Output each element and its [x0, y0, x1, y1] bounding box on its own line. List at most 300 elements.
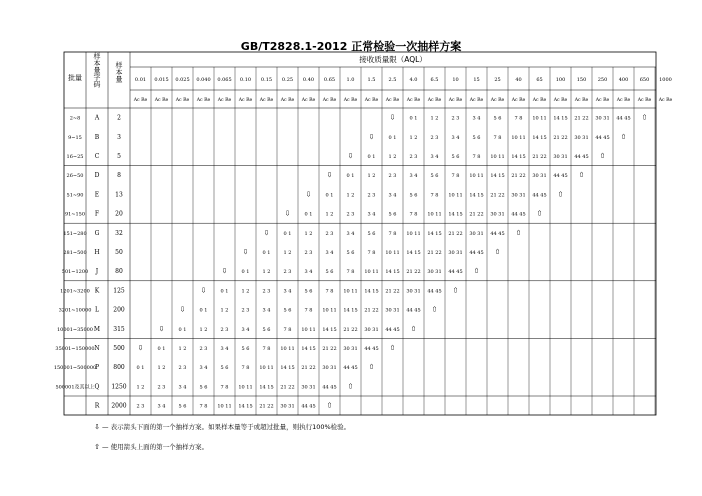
plan-cell: 5 6	[262, 326, 271, 333]
ac-re-label: Ac Re	[637, 98, 652, 103]
plan-cell: 5 6	[178, 403, 187, 410]
plan-cell: 30 31	[280, 403, 295, 410]
plan-cell: 30 31	[385, 307, 400, 314]
sample-code-cell: J	[95, 268, 99, 276]
aql-level-label: 250	[597, 77, 608, 83]
plan-cell: 14 15	[532, 134, 547, 141]
plan-cell: 2 3	[178, 365, 187, 372]
up-arrow-icon: ⇧	[494, 248, 501, 256]
page-title: GB/T2828.1-2012 正常检验一次抽样方案	[240, 40, 462, 53]
header-aql-group: 接收质量限（AQL）	[359, 55, 427, 64]
sample-code-cell: L	[95, 306, 99, 314]
plan-cell: 21 22	[406, 269, 421, 276]
ac-re-label: Ac Re	[490, 98, 505, 103]
down-arrow-icon: ⇩	[179, 305, 186, 314]
down-arrow-icon: ⇩	[326, 171, 333, 180]
sample-code-cell: A	[94, 114, 100, 122]
lot-size-cell: 150001~500000	[53, 365, 97, 372]
sample-size-cell: 3	[117, 133, 121, 141]
ac-re-label: Ac Re	[133, 98, 148, 103]
plan-cell: 7 8	[472, 154, 481, 160]
ac-re-label: Ac Re	[427, 98, 442, 103]
plan-cell: 0 1	[178, 326, 187, 333]
sample-size-cell: 32	[115, 229, 123, 237]
sample-code-cell: H	[94, 249, 100, 256]
plan-cell: 2 3	[430, 134, 439, 141]
plan-cell: 0 1	[346, 173, 355, 180]
plan-cell: 3 4	[304, 269, 313, 276]
ac-re-label: Ac Re	[196, 98, 211, 103]
plan-cell: 7 8	[220, 384, 229, 391]
plan-cell: 14 15	[322, 326, 337, 333]
plan-cell: 30 31	[469, 230, 484, 237]
plan-cell: 0 1	[136, 365, 145, 372]
lot-size-cell: 51~90	[66, 192, 84, 199]
plan-cell: 2 3	[283, 269, 292, 276]
plan-cell: 44 45	[364, 346, 379, 352]
plan-cell: 2 3	[241, 307, 250, 314]
plan-cell: 5 6	[220, 365, 229, 372]
plan-cell: 30 31	[343, 346, 358, 352]
sample-size-cell: 8	[117, 172, 121, 180]
plan-cell: 5 6	[283, 307, 292, 314]
plan-cell: 3 4	[367, 211, 376, 218]
plan-cell: 30 31	[364, 326, 379, 333]
aql-level-label: 0.25	[281, 77, 294, 83]
up-arrow-icon: ⇧	[515, 228, 522, 237]
ac-re-label: Ac Re	[574, 98, 589, 103]
aql-level-label: 650	[639, 77, 650, 83]
plan-cell: 7 8	[409, 211, 418, 218]
plan-cell: 1 2	[283, 250, 292, 256]
ac-re-label: Ac Re	[322, 98, 337, 103]
plan-cell: 7 8	[430, 192, 439, 199]
down-arrow-icon: ⇩	[221, 267, 228, 276]
plan-cell: 44 45	[301, 403, 316, 410]
table-frame	[61, 52, 656, 415]
plan-cell: 5 6	[346, 250, 355, 256]
plan-cell: 2 3	[304, 250, 313, 256]
plan-cell: 2 3	[451, 115, 460, 122]
sample-code-cell: M	[93, 325, 101, 333]
plan-cell: 2 3	[409, 154, 418, 160]
plan-cell: 21 22	[259, 403, 274, 410]
down-arrow-icon: ⇩	[94, 423, 100, 431]
lot-size-cell: 35001~150000	[55, 346, 95, 352]
ac-re-label: Ac Re	[658, 98, 673, 103]
plan-cell: 1 2	[262, 269, 271, 276]
plan-cell: 0 1	[241, 269, 250, 276]
plan-cell: 10 11	[469, 173, 484, 180]
aql-level-label: 65	[536, 77, 543, 83]
plan-cell: 14 15	[469, 192, 484, 199]
aql-level-label: 1.0	[346, 77, 355, 83]
down-arrow-icon: ⇩	[368, 132, 375, 141]
sample-code-cell: G	[94, 229, 100, 237]
plan-cell: 7 8	[241, 365, 250, 372]
ac-re-label: Ac Re	[511, 98, 526, 103]
plan-cell: 30 31	[301, 384, 316, 391]
plan-cell: 3 4	[220, 346, 229, 352]
plan-cell: 44 45	[406, 307, 421, 314]
plan-cell: 14 15	[238, 403, 253, 410]
plan-cell: 5 6	[451, 154, 460, 160]
plan-cell: 3 4	[178, 384, 187, 391]
plan-cell: 7 8	[283, 326, 292, 333]
note-down: ⇩ — 表示箭头下面的第一个抽样方案。如果样本量等于或超过批量，则执行100%检验。	[92, 422, 350, 431]
plan-cell: 2 3	[325, 230, 334, 237]
sample-code-cell: B	[94, 133, 100, 141]
plan-cell: 21 22	[364, 307, 379, 314]
plan-cell: 44 45	[511, 211, 526, 218]
sample-code-cell: D	[94, 172, 100, 180]
plan-cell: 30 31	[427, 269, 442, 276]
sample-size-cell: 13	[115, 191, 123, 199]
plan-cell: 0 1	[388, 134, 397, 141]
plan-cell: 14 15	[406, 250, 421, 256]
plan-cell: 1 2	[388, 154, 397, 160]
plan-cell: 1 2	[136, 384, 145, 391]
aql-level-label: 0.025	[175, 77, 190, 83]
header-sample-size: 样本量	[115, 61, 123, 83]
plan-cell: 3 4	[283, 288, 292, 295]
plan-cell: 30 31	[322, 365, 337, 372]
note-down-text: 表示箭头下面的第一个抽样方案。如果样本量等于或超过批量，则执行100%检验。	[110, 423, 351, 431]
plan-cell: 30 31	[595, 115, 610, 122]
plan-cell: 2 3	[136, 403, 145, 410]
plan-cell: 3 4	[346, 230, 355, 237]
plan-cell: 0 1	[157, 346, 166, 352]
down-arrow-icon: ⇩	[347, 152, 354, 160]
plan-cell: 10 11	[385, 250, 400, 256]
sample-size-cell: 5	[117, 153, 121, 160]
aql-level-label: 400	[618, 77, 629, 83]
plan-cell: 30 31	[511, 192, 526, 199]
sample-code-cell: F	[94, 210, 100, 218]
ac-re-label: Ac Re	[532, 98, 547, 103]
plan-cell: 2 3	[157, 384, 166, 391]
aql-level-label: 0.040	[196, 77, 211, 83]
aql-level-label: 15	[473, 77, 480, 83]
plan-cell: 1 2	[325, 211, 334, 218]
plan-cell: 1 2	[178, 346, 187, 352]
ac-re-label: Ac Re	[238, 98, 253, 103]
plan-cell: 1 2	[199, 326, 208, 333]
plan-cell: 0 1	[262, 250, 271, 256]
plan-cell: 44 45	[322, 384, 337, 391]
plan-cell: 5 6	[304, 288, 313, 295]
sample-size-cell: 800	[113, 364, 125, 372]
plan-cell: 21 22	[280, 384, 295, 391]
plan-cell: 5 6	[430, 173, 439, 180]
plan-cell: 44 45	[448, 269, 463, 276]
plan-cell: 10 11	[427, 211, 442, 218]
lot-size-cell: 501~1200	[61, 269, 89, 276]
sample-size-cell: 200	[113, 306, 125, 314]
lot-size-cell: 26~50	[66, 173, 84, 180]
down-arrow-icon: ⇩	[158, 324, 165, 333]
plan-cell: 2 3	[367, 192, 376, 199]
plan-cell: 21 22	[553, 134, 568, 141]
ac-re-label: Ac Re	[343, 98, 358, 103]
plan-cell: 10 11	[280, 346, 295, 352]
plan-cell: 7 8	[199, 403, 208, 410]
plan-cell: 0 1	[409, 115, 418, 122]
plan-cell: 3 4	[157, 403, 166, 410]
ac-re-label: Ac Re	[259, 98, 274, 103]
sample-size-cell: 20	[115, 210, 123, 218]
plan-cell: 5 6	[493, 115, 502, 122]
plan-cell: 7 8	[304, 307, 313, 314]
plan-cell: 0 1	[199, 307, 208, 314]
plan-cell: 5 6	[388, 211, 397, 218]
aql-level-label: 25	[494, 77, 501, 83]
down-arrow-icon: ⇩	[200, 286, 207, 295]
plan-cell: 44 45	[553, 173, 568, 180]
plan-cell: 3 4	[472, 115, 481, 122]
lot-size-cell: 91~150	[64, 211, 86, 218]
header-sample-code: 样本量字码	[93, 52, 101, 88]
down-arrow-icon: ⇩	[389, 113, 396, 122]
plan-cell: 1 2	[367, 173, 376, 180]
plan-cell: 0 1	[367, 154, 376, 160]
plan-cell: 5 6	[325, 269, 334, 276]
up-arrow-icon: ⇧	[389, 344, 396, 352]
ac-re-label: Ac Re	[595, 98, 610, 103]
plan-cell: 14 15	[385, 269, 400, 276]
sample-code-cell: P	[94, 364, 100, 372]
ac-re-label: Ac Re	[154, 98, 169, 103]
header-lot-size: 批量	[68, 74, 82, 82]
plan-cell: 30 31	[532, 173, 547, 180]
sample-code-cell: N	[94, 345, 100, 352]
plan-cell: 0 1	[220, 288, 229, 295]
plan-cell: 7 8	[325, 288, 334, 295]
plan-cell: 30 31	[574, 134, 589, 141]
up-arrow-icon: ⇧	[431, 305, 438, 314]
down-arrow-icon: ⇩	[263, 228, 270, 237]
plan-cell: 2 3	[262, 288, 271, 295]
plan-cell: 44 45	[385, 326, 400, 333]
aql-level-label: 40	[515, 77, 522, 83]
sample-size-cell: 2000	[111, 402, 127, 410]
plan-cell: 10 11	[490, 154, 505, 160]
up-arrow-icon: ⇧	[368, 363, 375, 372]
down-arrow-icon: ⇩	[242, 248, 249, 256]
plan-cell: 5 6	[409, 192, 418, 199]
ac-re-label: Ac Re	[448, 98, 463, 103]
down-arrow-icon: ⇩	[305, 190, 312, 199]
plan-cell: 14 15	[364, 288, 379, 295]
plan-cell: 3 4	[199, 365, 208, 372]
plan-cell: 0 1	[304, 211, 313, 218]
ac-re-label: Ac Re	[175, 98, 190, 103]
plan-cell: 30 31	[448, 250, 463, 256]
plan-cell: 14 15	[490, 173, 505, 180]
sample-code-cell: C	[94, 153, 100, 160]
aql-level-label: 0.015	[154, 77, 169, 83]
plan-cell: 3 4	[241, 326, 250, 333]
plan-cell: 1 2	[346, 192, 355, 199]
plan-cell: 10 11	[406, 230, 421, 237]
plan-cell: 14 15	[448, 211, 463, 218]
up-arrow-icon: ⇧	[599, 152, 606, 160]
plan-cell: 21 22	[301, 365, 316, 372]
ac-re-label: Ac Re	[406, 98, 421, 103]
sample-code-cell: E	[94, 191, 100, 199]
plan-cell: 2 3	[220, 326, 229, 333]
up-arrow-icon: ⇧	[578, 171, 585, 180]
up-arrow-icon: ⇧	[536, 209, 543, 218]
aql-level-label: 6.5	[430, 77, 439, 83]
plan-cell: 30 31	[490, 211, 505, 218]
plan-cell: 3 4	[430, 154, 439, 160]
lot-size-cell: 16~25	[66, 154, 84, 160]
plan-cell: 14 15	[343, 307, 358, 314]
plan-cell: 10 11	[511, 134, 526, 141]
plan-cell: 7 8	[514, 115, 523, 122]
sample-size-cell: 2	[117, 114, 121, 122]
plan-cell: 30 31	[553, 154, 568, 160]
aql-level-label: 0.065	[217, 77, 232, 83]
plan-cell: 1 2	[304, 230, 313, 237]
sample-size-cell: 50	[115, 249, 123, 256]
aql-level-label: 150	[576, 77, 587, 83]
plan-cell: 30 31	[406, 288, 421, 295]
plan-cell: 5 6	[367, 230, 376, 237]
plan-cell: 21 22	[322, 346, 337, 352]
plan-cell: 21 22	[469, 211, 484, 218]
aql-level-label: 0.10	[239, 77, 252, 83]
ac-re-label: Ac Re	[385, 98, 400, 103]
ac-re-label: Ac Re	[217, 98, 232, 103]
plan-cell: 10 11	[238, 384, 253, 391]
plan-cell: 5 6	[199, 384, 208, 391]
down-arrow-icon: ⇩	[137, 344, 144, 352]
sample-size-cell: 315	[113, 325, 125, 333]
up-arrow-icon: ⇧	[557, 190, 564, 199]
plan-cell: 10 11	[217, 403, 232, 410]
plan-cell: 5 6	[241, 346, 250, 352]
plan-cell: 1 2	[157, 365, 166, 372]
plan-cell: 21 22	[385, 288, 400, 295]
plan-cell: 10 11	[343, 288, 358, 295]
plan-cell: 3 4	[451, 134, 460, 141]
lot-size-cell: 151~280	[63, 230, 87, 237]
up-arrow-icon: ⇧	[347, 382, 354, 391]
plan-cell: 2 3	[199, 346, 208, 352]
up-arrow-icon: ⇧	[94, 443, 100, 451]
plan-cell: 3 4	[388, 192, 397, 199]
lot-size-cell: 281~500	[63, 250, 87, 256]
ac-re-label: Ac Re	[280, 98, 295, 103]
plan-cell: 0 1	[283, 230, 292, 237]
lot-size-cell: 500001及其以上	[55, 384, 95, 391]
aql-level-label: 0.01	[134, 77, 147, 83]
aql-level-label: 0.40	[302, 77, 315, 83]
plan-cell: 10 11	[322, 307, 337, 314]
plan-cell: 14 15	[259, 384, 274, 391]
aql-level-label: 10	[452, 77, 459, 83]
plan-cell: 2 3	[388, 173, 397, 180]
plan-cell: 1 2	[220, 307, 229, 314]
up-arrow-icon: ⇧	[620, 132, 627, 141]
aql-level-label: 1000	[659, 77, 672, 83]
plan-cell: 21 22	[574, 115, 589, 122]
plan-cell: 7 8	[451, 173, 460, 180]
lot-size-cell: 10001~35000	[56, 326, 94, 333]
plan-cell: 7 8	[367, 250, 376, 256]
sample-code-cell: Q	[94, 383, 100, 391]
plan-cell: 21 22	[343, 326, 358, 333]
plan-cell: 21 22	[490, 192, 505, 199]
plan-cell: 44 45	[595, 134, 610, 141]
aql-level-label: 1.5	[367, 77, 376, 83]
aql-level-label: 4.0	[409, 77, 418, 83]
sample-code-cell: K	[94, 287, 100, 295]
aql-level-label: 0.65	[323, 77, 336, 83]
ac-re-label: Ac Re	[616, 98, 631, 103]
plan-cell: 1 2	[430, 115, 439, 122]
plan-cell: 44 45	[616, 115, 631, 122]
plan-cell: 3 4	[325, 250, 334, 256]
plan-cell: 44 45	[343, 365, 358, 372]
plan-cell: 5 6	[472, 134, 481, 141]
plan-cell: 21 22	[448, 230, 463, 237]
sample-size-cell: 500	[113, 345, 125, 352]
lot-size-cell: 2~8	[69, 115, 81, 122]
plan-cell: 44 45	[574, 154, 589, 160]
ac-re-label: Ac Re	[364, 98, 379, 103]
ac-re-label: Ac Re	[301, 98, 316, 103]
plan-cell: 44 45	[490, 230, 505, 237]
plan-cell: 14 15	[280, 365, 295, 372]
plan-cell: 44 45	[427, 288, 442, 295]
note-up: ⇧ — 使用箭头上面的第一个抽样方案。	[92, 442, 208, 451]
plan-cell: 1 2	[241, 288, 250, 295]
plan-cell: 7 8	[388, 230, 397, 237]
plan-cell: 44 45	[532, 192, 547, 199]
ac-re-label: Ac Re	[553, 98, 568, 103]
plan-cell: 10 11	[364, 269, 379, 276]
plan-cell: 10 11	[532, 115, 547, 122]
plan-cell: 7 8	[493, 134, 502, 141]
plan-cell: 21 22	[511, 173, 526, 180]
plan-cell: 3 4	[409, 173, 418, 180]
up-arrow-icon: ⇧	[410, 324, 417, 333]
plan-cell: 10 11	[301, 326, 316, 333]
up-arrow-icon: ⇧	[641, 113, 648, 122]
down-arrow-icon: ⇩	[284, 209, 291, 218]
plan-cell: 21 22	[427, 250, 442, 256]
sample-size-cell: 1250	[111, 383, 127, 391]
up-arrow-icon: ⇧	[452, 286, 459, 295]
sample-size-cell: 125	[113, 287, 125, 295]
note-up-text: 使用箭头上面的第一个抽样方案。	[110, 443, 209, 451]
aql-level-label: 100	[555, 77, 566, 83]
plan-cell: 7 8	[262, 346, 271, 352]
plan-cell: 21 22	[532, 154, 547, 160]
plan-cell: 44 45	[469, 250, 484, 256]
up-arrow-icon: ⇧	[326, 401, 333, 410]
sample-size-cell: 80	[115, 268, 123, 276]
aql-level-label: 0.15	[260, 77, 273, 83]
plan-cell: 7 8	[346, 269, 355, 276]
plan-cell: 14 15	[301, 346, 316, 352]
plan-cell: 2 3	[346, 211, 355, 218]
plan-cell: 3 4	[262, 307, 271, 314]
up-arrow-icon: ⇧	[473, 267, 480, 276]
